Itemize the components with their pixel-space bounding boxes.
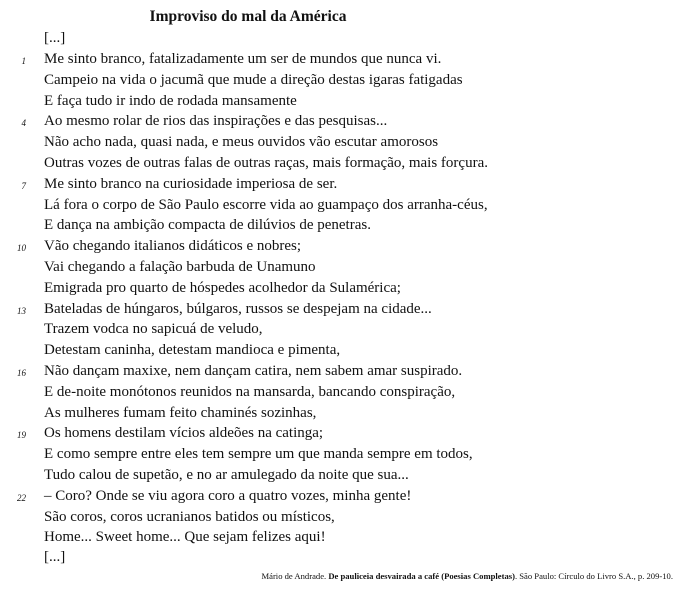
poem-title: Improviso do mal da América bbox=[149, 8, 347, 25]
poem-line bbox=[0, 444, 700, 465]
line-number: 19 bbox=[17, 430, 26, 441]
line-text: Vão chegando italianos didáticos e nobres; bbox=[44, 238, 302, 255]
line-text: Me sinto branco, fatalizadamente um ser de mundos que nunca vi. bbox=[44, 51, 442, 67]
poem-line bbox=[0, 423, 700, 444]
citation-work: De pauliceia desvairada a café (Poesias Completas) bbox=[328, 571, 515, 581]
line-text: Detestam caninha, detestam mandioca e pimenta, bbox=[44, 342, 341, 359]
line-text: Home... Sweet home... Que sejam felizes aqui! bbox=[44, 529, 326, 546]
line-text: Me sinto branco na curiosidade imperiosa de ser. bbox=[44, 175, 338, 192]
line-number: 16 bbox=[17, 367, 26, 378]
poem-line bbox=[0, 49, 700, 70]
line-number: 4 bbox=[21, 118, 26, 129]
line-number: 7 bbox=[21, 180, 26, 191]
poem-line bbox=[0, 174, 700, 195]
poem-line bbox=[0, 132, 700, 153]
line-text: Outras vozes de outras falas de outras raças, mais formação, mais forçura. bbox=[44, 154, 488, 171]
poem-body bbox=[0, 49, 700, 548]
poem-line bbox=[0, 111, 700, 132]
poem-line bbox=[0, 195, 700, 216]
line-text: Emigrada pro quarto de hóspedes acolhedor da Sulamérica; bbox=[44, 279, 401, 296]
line-text: – Coro? Onde se viu agora coro a quatro vozes, minha gente! bbox=[44, 487, 412, 504]
poem-line bbox=[0, 153, 700, 174]
line-number: 13 bbox=[17, 305, 26, 316]
line-number: 22 bbox=[17, 492, 26, 503]
poem-line bbox=[0, 403, 700, 424]
poem-line bbox=[0, 215, 700, 236]
poem-line bbox=[0, 236, 700, 257]
poem-line bbox=[0, 340, 700, 361]
poem-line bbox=[0, 319, 700, 340]
ellipsis-bottom: [...] bbox=[44, 549, 66, 565]
line-number: 1 bbox=[21, 56, 26, 66]
poem-line bbox=[0, 465, 700, 486]
poem-line bbox=[0, 507, 700, 528]
poem-line bbox=[0, 278, 700, 299]
line-text: Campeio na vida o jacumã que mude a direção destas igaras fatigadas bbox=[44, 71, 463, 88]
line-text: Ao mesmo rolar de rios das inspirações e das pesquisas... bbox=[44, 113, 388, 130]
line-text: Tudo calou de supetão, e no ar amulegado da noite que sua... bbox=[44, 466, 409, 483]
line-text: Não acho nada, quasi nada, e meus ouvidos vão escutar amorosos bbox=[44, 134, 439, 151]
line-text: São coros, coros ucranianos batidos ou místicos, bbox=[44, 508, 335, 525]
ellipsis-top: [...] bbox=[44, 30, 66, 46]
poem-line bbox=[0, 299, 700, 320]
line-text: Não dançam maxixe, nem dançam catira, nem sabem amar suspirado. bbox=[44, 362, 463, 379]
line-text: E dança na ambição compacta de dilúvios de penetras. bbox=[44, 217, 371, 234]
line-text: E como sempre entre eles tem sempre um que manda sempre em todos, bbox=[44, 446, 473, 463]
line-text: Vai chegando a falação barbuda de Unamuno bbox=[44, 258, 316, 275]
line-text: E de-noite monótonos reunidos na mansarda, bancando conspiração, bbox=[44, 383, 456, 400]
citation bbox=[261, 570, 673, 582]
line-text: Os homens destilam vícios aldeões na catinga; bbox=[44, 425, 324, 442]
line-number: 10 bbox=[17, 243, 26, 254]
line-text: E faça tudo ir indo de rodada mansamente bbox=[44, 92, 297, 109]
citation-publisher: . São Paulo: Círculo do Livro S.A., p. 209-10. bbox=[514, 571, 673, 581]
poem-line bbox=[0, 361, 700, 382]
line-text: As mulheres fumam feito chaminés sozinhas, bbox=[44, 404, 317, 421]
line-text: Lá fora o corpo de São Paulo escorre vida ao guampaço dos arranha-céus, bbox=[44, 196, 488, 213]
line-text: Trazem vodca no sapicuá de veludo, bbox=[44, 321, 263, 338]
poem-line bbox=[0, 91, 700, 112]
poem-line bbox=[0, 527, 700, 548]
poem-line bbox=[0, 70, 700, 91]
poem-line bbox=[0, 257, 700, 278]
line-text: Bateladas de húngaros, búlgaros, russos se despejam na cidade... bbox=[44, 300, 432, 317]
poem-line bbox=[0, 382, 700, 403]
citation-author: Mário de Andrade. bbox=[261, 571, 327, 581]
poem-line bbox=[0, 486, 700, 507]
